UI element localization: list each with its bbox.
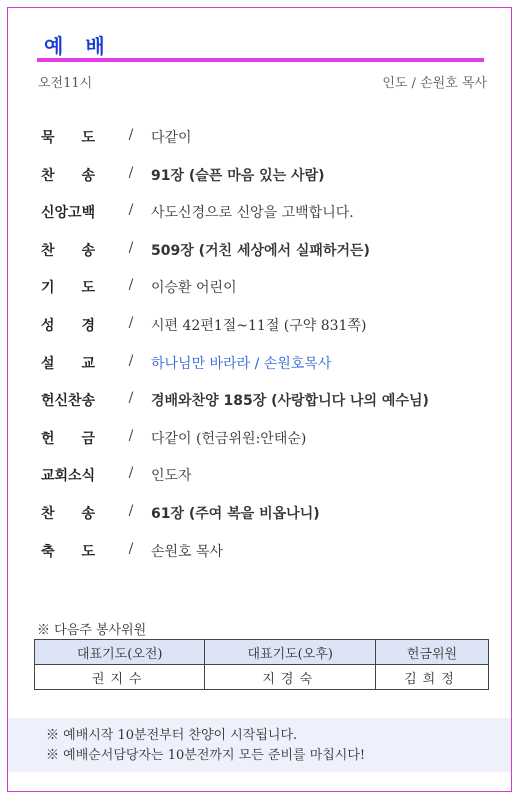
service-leader: 인도 / 손원호 목사 (382, 76, 487, 91)
order-label: 기 도 (41, 280, 95, 297)
order-label: 찬 송 (41, 505, 95, 522)
order-row (41, 202, 481, 240)
order-value: 이승환 어린이 (151, 280, 237, 297)
order-row (41, 465, 481, 503)
order-label: 설 교 (41, 355, 95, 372)
next-week-title: ※ 다음주 봉사위원 (37, 623, 147, 638)
order-separator: / (128, 164, 134, 181)
service-time: 오전11시 (38, 76, 93, 91)
order-label: 헌신찬송 (41, 393, 96, 410)
order-value: 91장 (슬픈 마음 있는 사람) (151, 167, 325, 184)
order-value: 시편 42편1절~11절 (구약 831쪽) (151, 317, 367, 334)
order-value: 경배와찬양 185장 (사랑합니다 나의 예수님) (151, 393, 429, 410)
order-row (41, 428, 481, 466)
order-separator: / (128, 202, 134, 219)
order-value: 509장 (거친 세상에서 실패하거든) (151, 242, 370, 259)
footer-notes (8, 718, 511, 772)
table-cell: 권지수 (35, 665, 205, 690)
table-header-row (35, 640, 489, 665)
order-label: 신앙고백 (41, 205, 96, 222)
order-row (41, 503, 481, 541)
order-row (41, 390, 481, 428)
order-row (41, 127, 481, 165)
order-value: 하나님만 바라라 / 손원호목사 (151, 355, 332, 372)
order-of-worship (41, 127, 481, 578)
order-separator: / (128, 239, 134, 256)
table-header: 헌금위원 (375, 640, 488, 665)
page-title: 예배 (44, 34, 127, 58)
order-row (41, 315, 481, 353)
order-separator: / (128, 314, 134, 331)
order-label: 묵 도 (41, 130, 95, 146)
order-value: 61장 (주여 복을 비옵나니) (151, 505, 320, 522)
order-label: 헌 금 (41, 430, 95, 447)
order-label: 교회소식 (41, 468, 96, 485)
order-separator: / (128, 540, 134, 557)
order-label: 찬 송 (41, 242, 95, 259)
table-cell: 지경숙 (205, 665, 375, 690)
order-separator: / (128, 465, 134, 482)
order-value: 인도자 (151, 468, 192, 485)
order-row (41, 541, 481, 579)
order-row (41, 240, 481, 278)
order-separator: / (128, 277, 134, 294)
order-row (41, 165, 481, 203)
order-separator: / (128, 352, 134, 369)
order-value: 사도신경으로 신앙을 고백합니다. (151, 205, 354, 222)
order-row (41, 353, 481, 391)
table-header: 대표기도(오후) (205, 640, 375, 665)
order-separator: / (128, 427, 134, 444)
order-label: 찬 송 (41, 167, 95, 184)
order-separator: / (128, 502, 134, 519)
order-value: 손원호 목사 (151, 543, 224, 560)
order-label: 축 도 (41, 543, 95, 560)
order-value: 다같이 (헌금위원:안태순) (151, 430, 307, 447)
table-header: 대표기도(오전) (35, 640, 205, 665)
footer-note: ※ 예배순서담당자는 10분전까지 모든 준비를 마칩시다! (46, 748, 366, 763)
footer-note: ※ 예배시작 10분전부터 찬양이 시작됩니다. (46, 728, 298, 743)
order-separator: / (128, 127, 134, 143)
order-separator: / (128, 390, 134, 407)
title-underline (37, 58, 484, 62)
next-week-table (34, 639, 489, 690)
table-cell: 김희정 (375, 665, 488, 690)
order-row (41, 277, 481, 315)
table-row (35, 665, 489, 690)
order-value: 다같이 (151, 130, 192, 146)
order-label: 성 경 (41, 317, 95, 334)
